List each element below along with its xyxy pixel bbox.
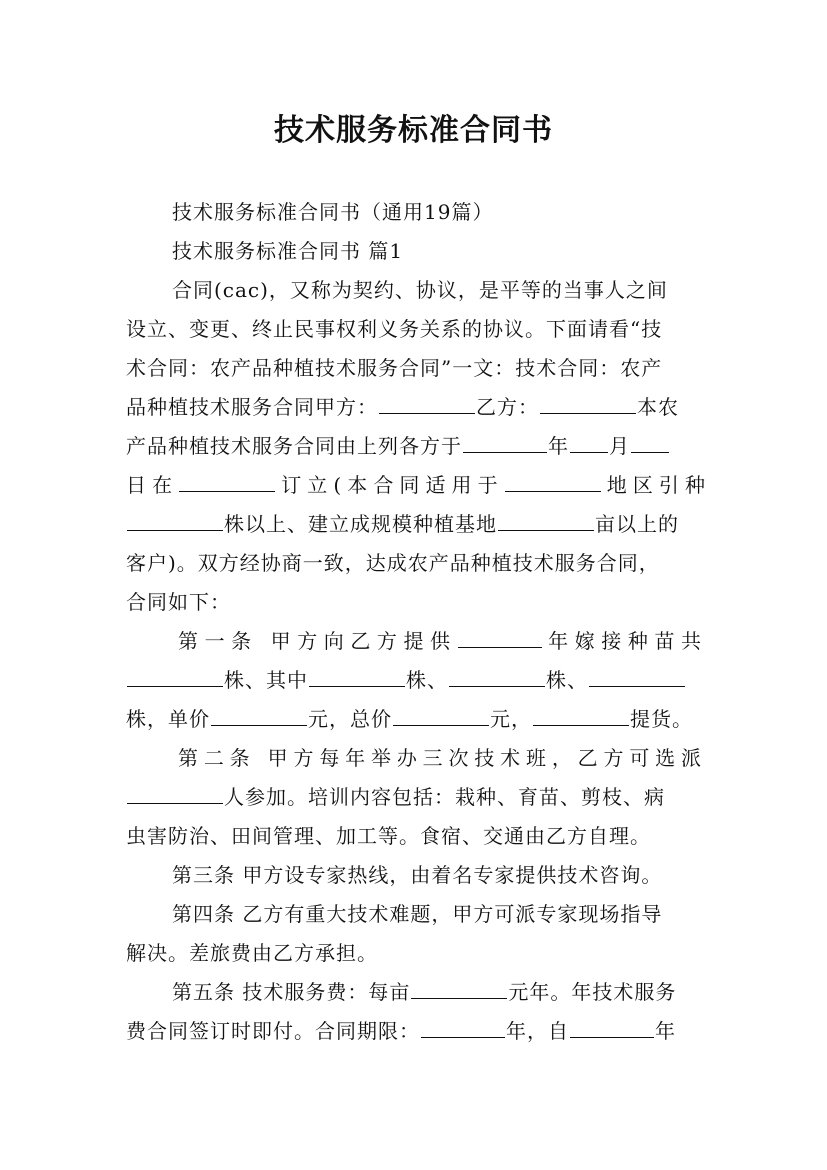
blank-line <box>421 1017 505 1038</box>
paragraph-line: 产品种植技术服务合同由上列各方于 年 月 <box>126 432 706 460</box>
blank-line <box>631 432 669 453</box>
blank-line <box>127 510 223 531</box>
blank-line <box>589 666 685 687</box>
article-line: 第一条 甲方向乙方提供 年嫁接种苗共 <box>178 629 703 653</box>
blank-line <box>127 666 223 687</box>
article-line: 第三条 甲方设专家热线，由着名专家提供技术咨询。 <box>172 863 663 887</box>
article-line: 解决。差旅费由乙方承担。 <box>126 941 378 965</box>
article-line: 第四条 乙方有重大技术难题，甲方可派专家现场指导 <box>172 902 663 926</box>
paragraph-line: 株以上、建立成规模种植基地 亩以上的 <box>126 510 706 538</box>
blank-line <box>570 1017 654 1038</box>
article-line: 人参加。培训内容包括：栽种、育苗、剪枝、病 <box>126 783 706 811</box>
blank-line <box>458 627 542 648</box>
blank-line <box>379 393 475 414</box>
doc-section-heading: 技术服务标准合同书 篇1 <box>172 239 404 263</box>
blank-line <box>449 666 545 687</box>
paragraph-line: 设立、变更、终止民事权利义务关系的协议。下面请看“技 <box>126 317 663 341</box>
article-line: 株、其中 株、 株、 <box>126 666 706 694</box>
article-line: 第五条 技术服务费：每亩 元年。年技术服务 <box>172 980 677 1004</box>
blank-line <box>393 705 489 726</box>
doc-subtitle: 技术服务标准合同书（通用19篇） <box>172 200 494 224</box>
paragraph-line: 合同(cac)，又称为契约、协议，是平等的当事人之间 <box>172 278 668 302</box>
blank-line <box>540 393 636 414</box>
article-line: 虫害防治、田间管理、加工等。食宿、交通由乙方自理。 <box>126 824 651 848</box>
paragraph-line: 日在 订立(本合同适用于 地区引种 <box>126 473 706 497</box>
blank-line <box>211 705 307 726</box>
blank-line <box>505 471 601 492</box>
blank-line <box>127 783 223 804</box>
article-line: 第二条 甲方每年举办三次技术班，乙方可选派 <box>178 746 702 770</box>
paragraph-line: 合同如下： <box>126 590 231 614</box>
blank-line <box>570 432 608 453</box>
blank-line <box>411 978 507 999</box>
blank-line <box>309 666 405 687</box>
paragraph-line: 客户)。双方经协商一致，达成农产品种植技术服务合同， <box>126 551 660 575</box>
paragraph-line: 品种植技术服务合同甲方： 乙方： 本农 <box>126 395 679 419</box>
paragraph-line: 术合同：农产品种植技术服务合同”一文：技术合同：农产 <box>126 356 663 380</box>
blank-line <box>498 510 594 531</box>
document-title: 技术服务标准合同书 <box>274 113 553 148</box>
blank-line <box>463 432 547 453</box>
blank-line <box>533 705 629 726</box>
article-line: 费合同签订时即付。合同期限： 年，自 年 <box>126 1019 676 1043</box>
blank-line <box>179 471 275 492</box>
article-line: 株，单价 元，总价 元， 提货。 <box>126 707 693 731</box>
